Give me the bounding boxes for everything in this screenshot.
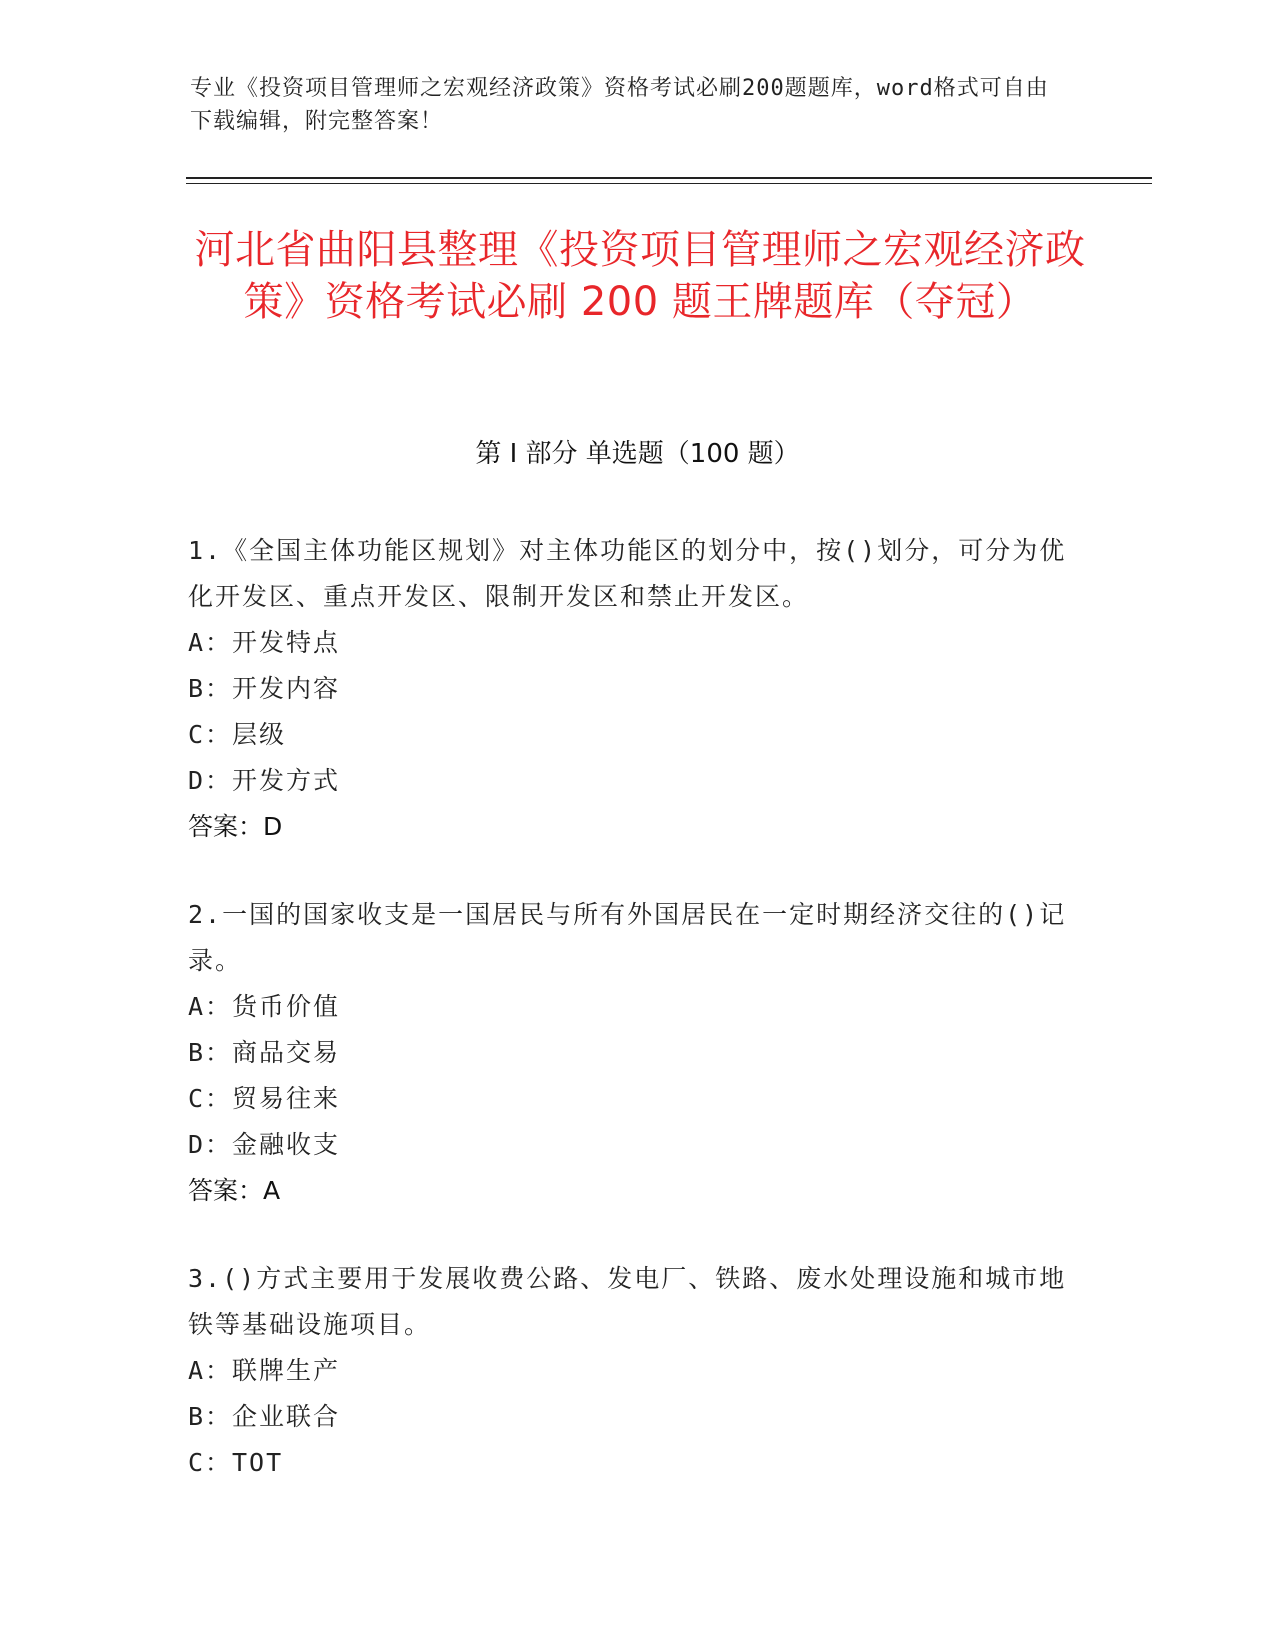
option-letter: C： <box>188 1084 233 1113</box>
question-stem: 3.()方式主要用于发展收费公路、发电厂、铁路、废水处理设施和城市地铁等基础设施项目。 <box>188 1264 1067 1339</box>
option-c <box>188 1076 1078 1122</box>
option-letter: D： <box>188 766 233 795</box>
header-rule-thick <box>186 177 1152 179</box>
option-letter: C： <box>188 1448 233 1477</box>
option-letter: A： <box>188 992 233 1021</box>
option-text: 金融收支 <box>232 1130 341 1159</box>
option-text: 商品交易 <box>232 1038 341 1067</box>
option-b <box>188 1030 1078 1076</box>
answer-line: 答案：A <box>188 1176 281 1205</box>
option-b <box>188 1394 1078 1440</box>
option-text: 开发方式 <box>232 766 341 795</box>
option-b <box>188 666 1078 712</box>
question-list <box>188 528 1078 1528</box>
option-a <box>188 1348 1078 1394</box>
option-letter: A： <box>188 628 233 657</box>
option-text: 开发特点 <box>232 628 341 657</box>
option-c <box>188 712 1078 758</box>
option-d <box>188 1122 1078 1168</box>
header-note: 专业《投资项目管理师之宏观经济政策》资格考试必刷200题题库，word格式可自由下载编辑，附完整答案！ <box>190 76 1049 134</box>
option-letter: B： <box>188 1038 233 1067</box>
section-title: 第 I 部分 单选题（100 题） <box>475 439 800 469</box>
option-letter: B： <box>188 674 233 703</box>
document-title: 河北省曲阳县整理《投资项目管理师之宏观经济政策》资格考试必刷 200 题王牌题库（夺冠） <box>194 227 1086 325</box>
option-a <box>188 620 1078 666</box>
question-2 <box>188 892 1078 1214</box>
option-letter: A： <box>188 1356 233 1385</box>
option-a <box>188 984 1078 1030</box>
option-d <box>188 758 1078 804</box>
option-text: 贸易往来 <box>232 1084 341 1113</box>
option-letter: B： <box>188 1402 233 1431</box>
question-stem: 2.一国的国家收支是一国居民与所有外国居民在一定时期经济交往的()记录。 <box>188 900 1067 975</box>
option-text: 开发内容 <box>232 674 341 703</box>
option-text: 层级 <box>232 720 287 749</box>
answer-line: 答案：D <box>188 812 283 841</box>
question-3 <box>188 1256 1078 1486</box>
option-text: 联牌生产 <box>232 1356 341 1385</box>
question-stem: 1.《全国主体功能区规划》对主体功能区的划分中，按()划分，可分为优化开发区、重点开发区、限制开发区和禁止开发区。 <box>188 536 1067 611</box>
option-letter: C： <box>188 720 233 749</box>
header-rule-thin <box>186 183 1152 184</box>
option-letter: D： <box>188 1130 233 1159</box>
option-c <box>188 1440 1078 1486</box>
option-text: 企业联合 <box>232 1402 341 1431</box>
question-1 <box>188 528 1078 850</box>
option-text: 货币价值 <box>232 992 341 1021</box>
option-text: TOT <box>232 1448 284 1477</box>
